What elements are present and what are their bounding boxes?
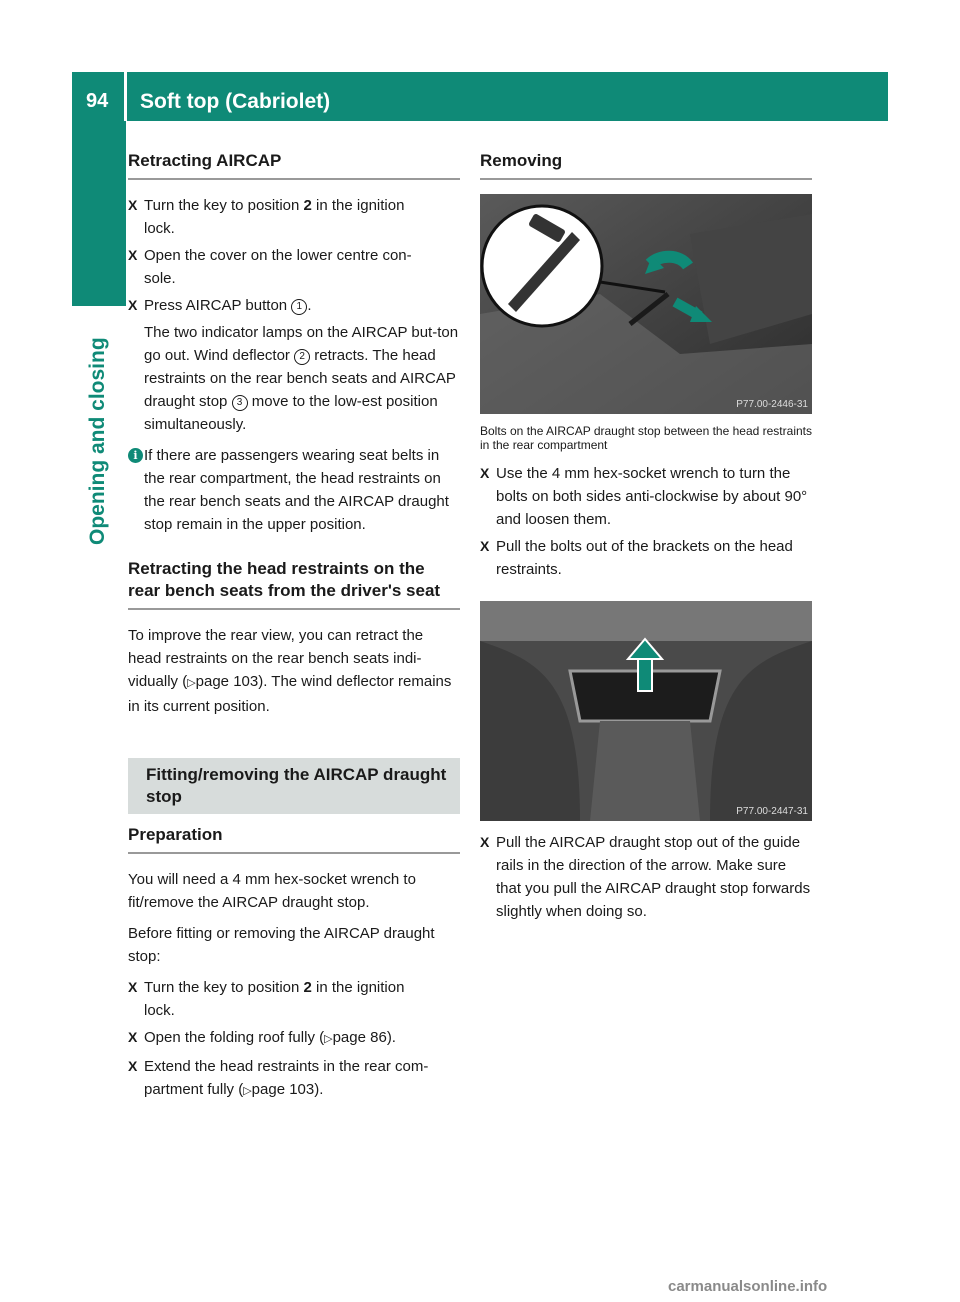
photo-bolts-draught-stop — [480, 194, 812, 414]
step — [128, 976, 460, 1022]
photo-pull-draught-stop — [480, 601, 812, 821]
arrow-bullet-icon: X — [480, 465, 490, 481]
page-reference-arrow-icon: ▷ — [187, 677, 196, 689]
step-text: ). — [386, 1029, 396, 1046]
page-reference-link[interactable]: page 103 — [251, 1081, 315, 1098]
arrow-bullet-icon: X — [128, 297, 138, 313]
note-text: If there are passengers wearing seat belts in the rear compartment, the head restraints on the rear bench seats and the AIRCAP draught stop remain in the upper position. — [144, 447, 449, 533]
arrow-bullet-icon: X — [128, 1029, 138, 1045]
step-text: Open the folding roof fully ( — [144, 1029, 325, 1046]
photo-draught-stop-illustration — [480, 601, 812, 821]
arrow-bullet-icon: X — [128, 247, 138, 263]
step-result — [144, 321, 460, 436]
arrow-bullet-icon: X — [128, 197, 138, 213]
page-reference-arrow-icon: ▷ — [243, 1085, 252, 1097]
page-reference-link[interactable]: page 86 — [332, 1029, 387, 1046]
step-text: in the ignition — [311, 979, 405, 996]
section-heading-removing: Removing — [480, 150, 812, 180]
callout-number: 3 — [232, 395, 248, 411]
page-number: 94 — [86, 90, 109, 112]
step — [128, 244, 460, 290]
step — [128, 1055, 460, 1103]
arrow-bullet-icon: X — [480, 538, 490, 554]
section-heading-preparation: Preparation — [128, 824, 460, 854]
callout-number: 2 — [294, 349, 310, 365]
left-column — [128, 150, 460, 1107]
step-text: Turn the key to position — [144, 197, 304, 214]
callout-number: 1 — [291, 299, 307, 315]
paragraph: Before fitting or removing the AIRCAP draught stop: — [128, 925, 435, 965]
step-text: sole. — [144, 270, 176, 287]
image-code: P77.00-2446-31 — [736, 399, 808, 410]
step — [480, 462, 812, 531]
paragraph: You will need a 4 mm hex-socket wrench to fit/remove the AIRCAP draught stop. — [128, 871, 416, 911]
step-text: Press AIRCAP button — [144, 297, 292, 314]
step — [128, 194, 460, 240]
info-icon: i — [128, 448, 143, 463]
step-text: . — [307, 297, 312, 314]
paragraph-text: To improve the rear view, you can retract the head restraints on the rear bench seats indi-vidually ( — [128, 627, 424, 690]
photo-bolts-illustration — [480, 194, 812, 414]
step-text: ). — [314, 1081, 324, 1098]
step — [128, 1026, 460, 1051]
page-reference-arrow-icon: ▷ — [324, 1033, 333, 1045]
step-text: lock. — [144, 1002, 175, 1019]
arrow-bullet-icon: X — [480, 834, 490, 850]
paragraph-text: ). The wind deflector remains in its current position. — [128, 673, 452, 715]
step-text: Turn the key to position — [144, 979, 304, 996]
heading-line: Retracting the head restraints on the — [128, 559, 425, 578]
step-text: in the ignition — [311, 197, 405, 214]
step-text: Open the cover on the lower centre con- — [144, 247, 412, 264]
section-heading-box: Fitting/removing the AIRCAP draught stop — [128, 758, 460, 814]
image-caption: Bolts on the AIRCAP draught stop between the head restraints in the rear compartment — [480, 424, 812, 452]
image-code: P77.00-2447-31 — [736, 806, 808, 817]
step-text: Pull the bolts out of the brackets on the head restraints. — [496, 538, 793, 578]
arrow-bullet-icon: X — [128, 979, 138, 995]
step-text: Extend the head restraints in the rear com-partment fully ( — [144, 1058, 429, 1098]
step — [480, 831, 812, 923]
info-note — [128, 444, 460, 536]
section-heading-head-restraints — [128, 558, 460, 610]
step — [128, 294, 460, 317]
watermark: carmanualsonline.info — [668, 1278, 828, 1295]
header-divider — [124, 72, 127, 121]
arrow-bullet-icon: X — [128, 1058, 138, 1074]
section-heading-retracting-aircap: Retracting AIRCAP — [128, 150, 460, 180]
heading-line: rear bench seats from the driver's seat — [128, 581, 441, 600]
paragraph — [128, 624, 460, 718]
result-text: move to the low-est position simultaneously. — [144, 393, 438, 433]
side-tab-bar — [72, 121, 126, 306]
step-text: Use the 4 mm hex-socket wrench to turn the bolts on both sides anti-clockwise by about 90° and loosen them. — [496, 465, 808, 528]
step — [480, 535, 812, 581]
step-text: Pull the AIRCAP draught stop out of the guide rails in the direction of the arrow. Make sure that you pull the AIRCAP draught stop forwards slightly when doing so. — [496, 834, 811, 920]
key-position: 2 — [303, 979, 312, 996]
result-text: The two indicator lamps on the AIRCAP but-ton go out. Wind deflector — [144, 324, 459, 364]
step-text: lock. — [144, 220, 175, 237]
page-title: Soft top (Cabriolet) — [140, 90, 331, 113]
key-position: 2 — [303, 197, 312, 214]
side-tab-label: Opening and closing — [86, 337, 109, 545]
right-column — [480, 150, 812, 927]
result-text: retracts. The head restraints on the rear bench seats and AIRCAP draught stop — [144, 347, 456, 410]
page-reference-link[interactable]: page 103 — [195, 673, 259, 690]
